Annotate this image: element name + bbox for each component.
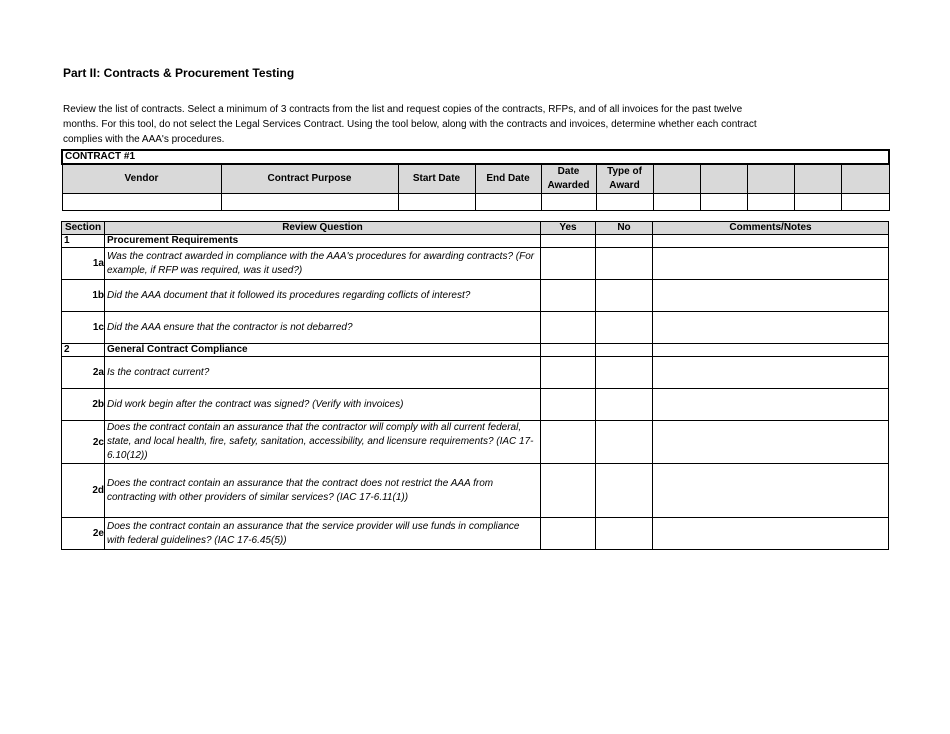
blank-cell [541, 344, 596, 357]
question-row [62, 312, 889, 344]
blank-cell [541, 235, 596, 248]
section-row [62, 235, 889, 248]
comments-cell[interactable] [653, 421, 889, 464]
header-no: No [596, 222, 653, 235]
header-blank [841, 164, 889, 194]
vendor-cell[interactable] [62, 194, 221, 211]
question-text: Did the AAA document that it followed its procedures regarding coflicts of interest? [105, 280, 541, 312]
question-text: Is the contract current? [105, 357, 541, 389]
question-row [62, 389, 889, 421]
blank-cell [596, 344, 653, 357]
question-id: 2d [62, 464, 105, 518]
contract-purpose-cell[interactable] [221, 194, 398, 211]
no-cell[interactable] [596, 389, 653, 421]
yes-cell[interactable] [541, 312, 596, 344]
comments-cell[interactable] [653, 280, 889, 312]
comments-cell[interactable] [653, 357, 889, 389]
header-review-question: Review Question [105, 222, 541, 235]
section-number: 1 [62, 235, 105, 248]
section-title: Procurement Requirements [105, 235, 541, 248]
extra-cell[interactable] [653, 194, 700, 211]
contract-caption: CONTRACT #1 [62, 150, 889, 164]
contract-table [61, 149, 890, 211]
question-id: 1b [62, 280, 105, 312]
question-row [62, 464, 889, 518]
no-cell[interactable] [596, 357, 653, 389]
extra-cell[interactable] [794, 194, 841, 211]
no-cell[interactable] [596, 421, 653, 464]
yes-cell[interactable] [541, 464, 596, 518]
question-id: 2a [62, 357, 105, 389]
header-start-date: Start Date [398, 164, 475, 194]
question-id: 2e [62, 518, 105, 550]
header-type-of-award: Type of Award [596, 164, 653, 194]
no-cell[interactable] [596, 312, 653, 344]
question-text: Did the AAA ensure that the contractor is not debarred? [105, 312, 541, 344]
header-contract-purpose: Contract Purpose [221, 164, 398, 194]
question-text: Does the contract contain an assurance that the contract does not restrict the AAA from contracting with other providers of similar services? (IAC 17-6.11(1)) [105, 464, 541, 518]
date-awarded-cell[interactable] [541, 194, 596, 211]
question-id: 1c [62, 312, 105, 344]
question-row [62, 248, 889, 280]
section-number: 2 [62, 344, 105, 357]
yes-cell[interactable] [541, 248, 596, 280]
instructions-text: Review the list of contracts. Select a minimum of 3 contracts from the list and request copies of the contracts, RFPs, and of all invoices for the past twelve months. For this tool, do not select the Legal Services Contract. Using the tool below, along with the contracts and invoices, determine whether each contract complies with the AAA's procedures. [63, 104, 757, 145]
question-row [62, 518, 889, 550]
header-yes: Yes [541, 222, 596, 235]
start-date-cell[interactable] [398, 194, 475, 211]
yes-cell[interactable] [541, 421, 596, 464]
header-section: Section [62, 222, 105, 235]
no-cell[interactable] [596, 518, 653, 550]
no-cell[interactable] [596, 280, 653, 312]
section-row [62, 344, 889, 357]
yes-cell[interactable] [541, 518, 596, 550]
question-text: Does the contract contain an assurance that the contractor will comply with all current federal, state, and local health, fire, safety, sanitation, accessibility, and licensure requirements? (IAC 17-6.10(12)) [105, 421, 541, 464]
question-id: 2b [62, 389, 105, 421]
question-row [62, 280, 889, 312]
comments-cell[interactable] [653, 248, 889, 280]
extra-cell[interactable] [700, 194, 747, 211]
header-date-awarded: Date Awarded [541, 164, 596, 194]
blank-cell [653, 235, 889, 248]
question-text: Did work begin after the contract was signed? (Verify with invoices) [105, 389, 541, 421]
section-title: General Contract Compliance [105, 344, 541, 357]
header-blank [653, 164, 700, 194]
comments-cell[interactable] [653, 389, 889, 421]
end-date-cell[interactable] [475, 194, 541, 211]
yes-cell[interactable] [541, 389, 596, 421]
yes-cell[interactable] [541, 280, 596, 312]
header-blank [794, 164, 841, 194]
header-vendor: Vendor [62, 164, 221, 194]
no-cell[interactable] [596, 464, 653, 518]
extra-cell[interactable] [747, 194, 794, 211]
comments-cell[interactable] [653, 312, 889, 344]
question-row [62, 357, 889, 389]
no-cell[interactable] [596, 248, 653, 280]
question-text: Does the contract contain an assurance that the service provider will use funds in compliance with federal guidelines? (IAC 17-6.45(5)) [105, 518, 541, 550]
question-text: Was the contract awarded in compliance with the AAA's procedures for awarding contracts? (For example, if RFP was required, was it used?) [105, 248, 541, 280]
header-blank [747, 164, 794, 194]
header-comments: Comments/Notes [653, 222, 889, 235]
blank-cell [653, 344, 889, 357]
comments-cell[interactable] [653, 464, 889, 518]
page-title: Part II: Contracts & Procurement Testing [63, 66, 295, 80]
question-id: 1a [62, 248, 105, 280]
review-table [61, 221, 889, 550]
header-end-date: End Date [475, 164, 541, 194]
question-id: 2c [62, 421, 105, 464]
type-of-award-cell[interactable] [596, 194, 653, 211]
question-row [62, 421, 889, 464]
header-blank [700, 164, 747, 194]
yes-cell[interactable] [541, 357, 596, 389]
extra-cell[interactable] [841, 194, 889, 211]
comments-cell[interactable] [653, 518, 889, 550]
blank-cell [596, 235, 653, 248]
